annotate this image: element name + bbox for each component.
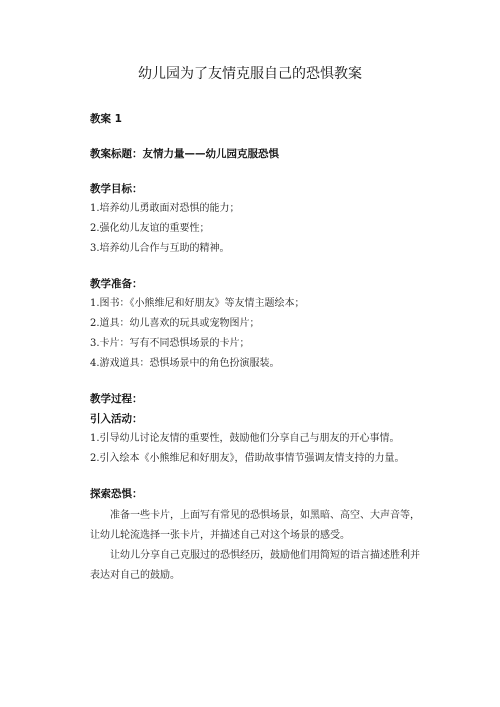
objective-item: 2.强化幼儿友谊的重要性； <box>90 223 210 234</box>
intro-item: 1.引导幼儿讨论友情的重要性，鼓励他们分享自己与朋友的开心事情。 <box>90 433 400 444</box>
objectives-heading: 教学目标： <box>90 183 143 195</box>
preparation-item: 1.图书：《小熊维尼和好朋友》等友情主题绘本； <box>90 298 305 309</box>
document-body <box>90 111 420 586</box>
document-title: 幼儿园为了友情克服自己的恐惧教案 <box>138 66 362 82</box>
process-heading: 教学过程： <box>90 393 143 405</box>
preparation-item: 3.卡片：写有不同恐惧场景的卡片； <box>90 338 250 349</box>
objective-item: 1.培养幼儿勇敢面对恐惧的能力； <box>90 203 240 214</box>
intro-item: 2.引入绘本《小熊维尼和好朋友》，借助故事情节强调友情支持的力量。 <box>90 453 405 464</box>
objective-item: 3.培养幼儿合作与互助的精神。 <box>90 243 230 254</box>
plan-title: 教案标题：友情力量——幼儿园克服恐惧 <box>90 148 279 160</box>
plan-label: 教案 1 <box>90 113 122 125</box>
explore-paragraph: 准备一些卡片，上面写有常见的恐惧场景，如黑暗、高空、大声音等，让幼儿轮流选择一张卡片，并描述自己对这个场景的感受。 <box>90 510 420 541</box>
intro-heading: 引入活动： <box>90 413 143 425</box>
explore-heading: 探索恐惧： <box>90 488 143 500</box>
preparation-item: 2.道具：幼儿喜欢的玩具或宠物图片； <box>90 318 260 329</box>
preparation-heading: 教学准备： <box>90 278 143 290</box>
explore-paragraph: 让幼儿分享自己克服过的恐惧经历，鼓励他们用简短的语言描述胜利并表达对自己的鼓励。 <box>90 550 420 581</box>
preparation-item: 4.游戏道具：恐惧场景中的角色扮演服装。 <box>90 358 280 369</box>
